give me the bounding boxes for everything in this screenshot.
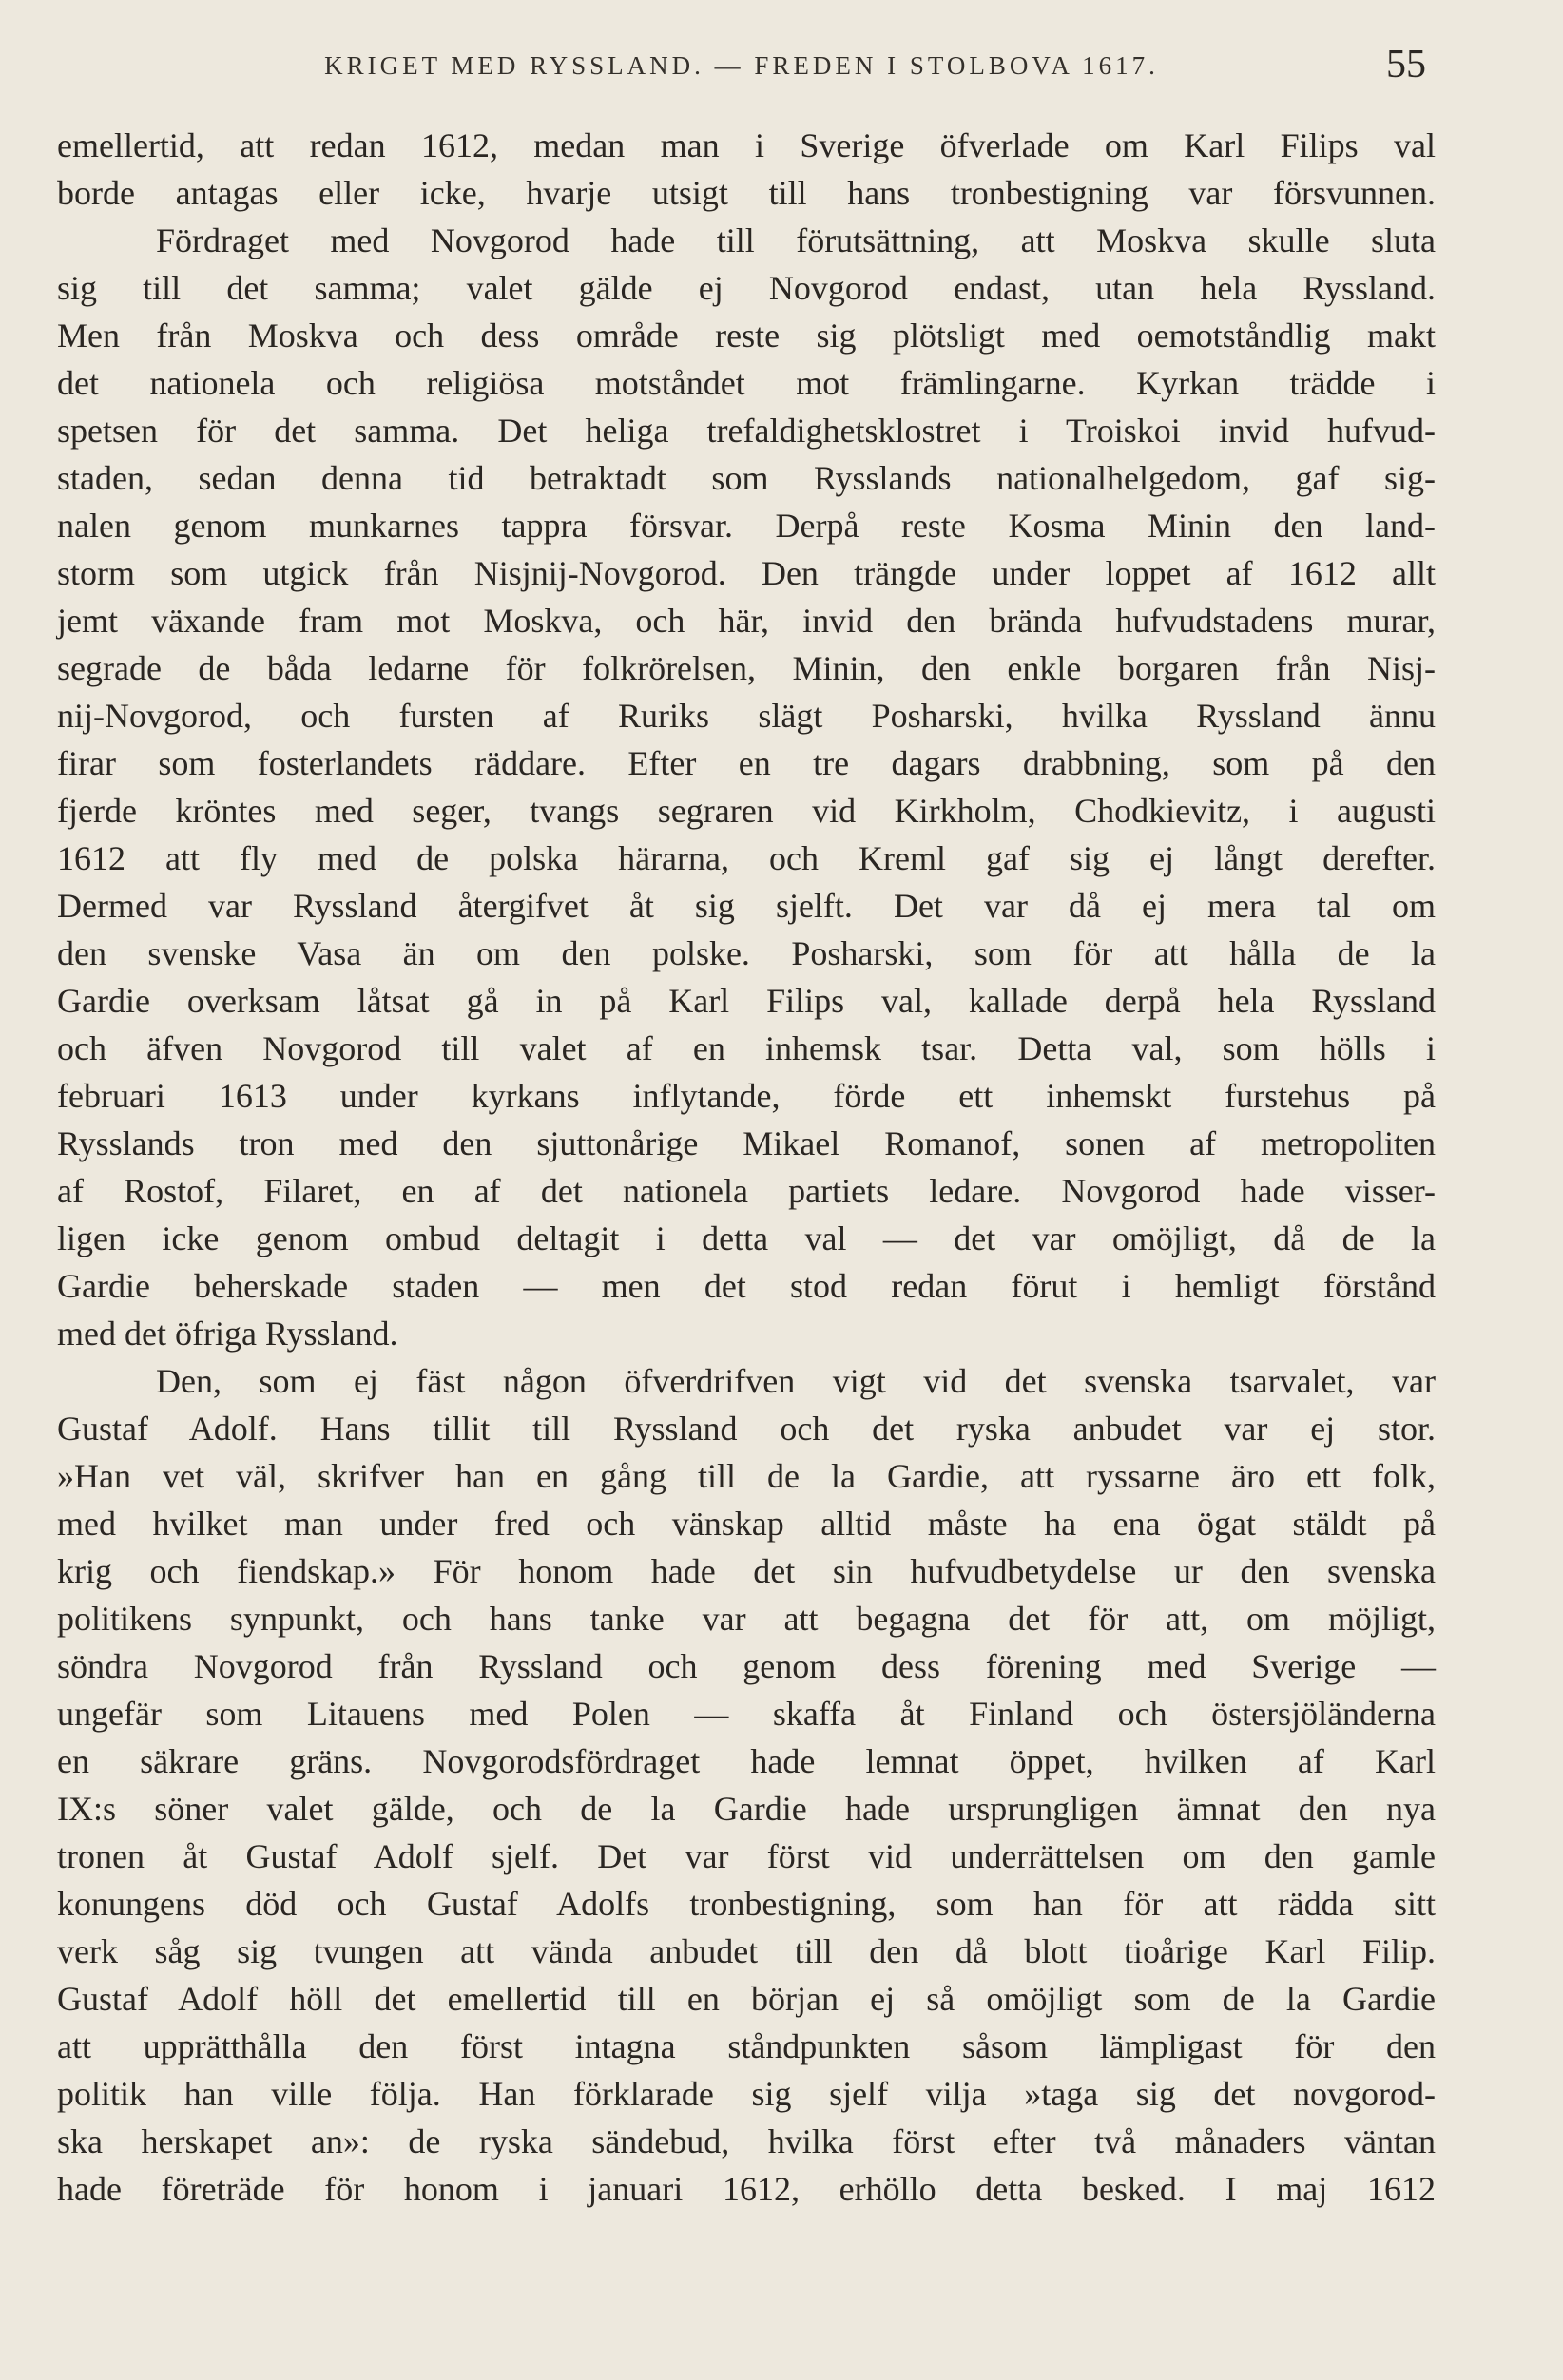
text-line: segrade de båda ledarne för folkrörelsen, Minin, den enkle borgaren från Nisj- xyxy=(57,649,1436,687)
text-line: Gustaf Adolf höll det emellertid till en början ej så omöjligt som de la Gardie xyxy=(57,1980,1436,2018)
text-line: tronen åt Gustaf Adolf sjelf. Det var först vid underrättelsen om den gamle xyxy=(57,1837,1436,1875)
body-text xyxy=(57,122,1436,2213)
text-line: firar som fosterlandets räddare. Efter en tre dagars drabbning, som på den xyxy=(57,744,1436,782)
text-line: politikens synpunkt, och hans tanke var att begagna det för att, om möjligt, xyxy=(57,1600,1436,1638)
paragraph-last-line: med det öfriga Ryssland. xyxy=(57,1315,398,1353)
text-line: spetsen för det samma. Det heliga trefaldighetsklostret i Troiskoi invid hufvud- xyxy=(57,412,1436,450)
text-line: 1612 att fly med de polska härarna, och Kreml gaf sig ej långt derefter. xyxy=(57,839,1436,877)
text-line: Dermed var Ryssland återgifvet åt sig sjelft. Det var då ej mera tal om xyxy=(57,887,1436,925)
text-line: februari 1613 under kyrkans inflytande, förde ett inhemskt furstehus på xyxy=(57,1077,1436,1115)
text-line: söndra Novgorod från Ryssland och genom dess förening med Sverige — xyxy=(57,1647,1436,1685)
text-line: fjerde kröntes med seger, tvangs segraren vid Kirkholm, Chodkievitz, i augusti xyxy=(57,792,1436,830)
text-line: »Han vet väl, skrifver han en gång till de la Gardie, att ryssarne äro ett folk, xyxy=(57,1457,1436,1495)
text-line: konungens död och Gustaf Adolfs tronbestigning, som han för att rädda sitt xyxy=(57,1885,1436,1923)
text-line: nij-Novgorod, och fursten af Ruriks slägt Posharski, hvilka Ryssland ännu xyxy=(57,697,1436,735)
text-line: verk såg sig tvungen att vända anbudet till den då blott tioårige Karl Filip. xyxy=(57,1932,1436,1970)
text-line: Gardie beherskade staden — men det stod redan förut i hemligt förstånd xyxy=(57,1267,1436,1305)
text-line: ligen icke genom ombud deltagit i detta val — det var omöjligt, då de la xyxy=(57,1219,1436,1257)
running-title: KRIGET MED RYSSLAND. — FREDEN I STOLBOVA 1617. xyxy=(324,51,1159,80)
text-line: Rysslands tron med den sjuttonårige Mikael Romanof, sonen af metropoliten xyxy=(57,1124,1436,1162)
text-line: krig och fiendskap.» För honom hade det sin hufvudbetydelse ur den svenska xyxy=(57,1552,1436,1590)
running-header xyxy=(57,42,1426,89)
text-line: det nationela och religiösa motståndet mot främlingarne. Kyrkan trädde i xyxy=(57,364,1436,402)
text-line: att upprätthålla den först intagna ståndpunkten såsom lämpligast för den xyxy=(57,2027,1436,2065)
text-line: Men från Moskva och dess område reste sig plötsligt med oemotståndlig makt xyxy=(57,317,1436,355)
text-line: storm som utgick från Nisjnij-Novgorod. Den trängde under loppet af 1612 allt xyxy=(57,554,1436,592)
text-line: en säkrare gräns. Novgorodsfördraget hade lemnat öppet, hvilken af Karl xyxy=(57,1742,1436,1780)
text-line: nalen genom munkarnes tappra försvar. Derpå reste Kosma Minin den land- xyxy=(57,507,1436,545)
page-number: 55 xyxy=(1386,43,1426,86)
text-line: politik han ville följa. Han förklarade sig sjelf vilja »taga sig det novgorod- xyxy=(57,2075,1436,2113)
text-line: Gardie overksam låtsat gå in på Karl Filips val, kallade derpå hela Ryssland xyxy=(57,982,1436,1020)
text-line: af Rostof, Filaret, en af det nationela partiets ledare. Novgorod hade visser- xyxy=(57,1172,1436,1210)
text-line: ska herskapet an»: de ryska sändebud, hvilka först efter två månaders väntan xyxy=(57,2122,1436,2160)
text-line: staden, sedan denna tid betraktadt som Rysslands nationalhelgedom, gaf sig- xyxy=(57,459,1436,497)
text-line: jemt växande fram mot Moskva, och här, invid den brända hufvudstadens murar, xyxy=(57,602,1436,640)
text-line: borde antagas eller icke, hvarje utsigt till hans tronbestigning var försvunnen. xyxy=(57,174,1436,212)
text-line: Gustaf Adolf. Hans tillit till Ryssland och det ryska anbudet var ej stor. xyxy=(57,1410,1436,1448)
text-line: hade företräde för honom i januari 1612, erhöllo detta besked. I maj 1612 xyxy=(57,2170,1436,2208)
text-line: den svenske Vasa än om den polske. Posharski, som för att hålla de la xyxy=(57,934,1436,972)
text-line: emellertid, att redan 1612, medan man i Sverige öfverlade om Karl Filips val xyxy=(57,126,1436,164)
paragraph-first-line: Fördraget med Novgorod hade till förutsättning, att Moskva skulle sluta xyxy=(156,221,1436,259)
paragraph-first-line: Den, som ej fäst någon öfverdrifven vigt vid det svenska tsarvalet, var xyxy=(156,1362,1436,1400)
text-line: sig till det samma; valet gälde ej Novgorod endast, utan hela Ryssland. xyxy=(57,269,1436,307)
text-line: och äfven Novgorod till valet af en inhemsk tsar. Detta val, som hölls i xyxy=(57,1029,1436,1067)
text-line: ungefär som Litauens med Polen — skaffa åt Finland och östersjöländerna xyxy=(57,1695,1436,1733)
text-line: IX:s söner valet gälde, och de la Gardie hade ursprungligen ämnat den nya xyxy=(57,1790,1436,1828)
text-line: med hvilket man under fred och vänskap alltid måste ha ena ögat stäldt på xyxy=(57,1505,1436,1543)
